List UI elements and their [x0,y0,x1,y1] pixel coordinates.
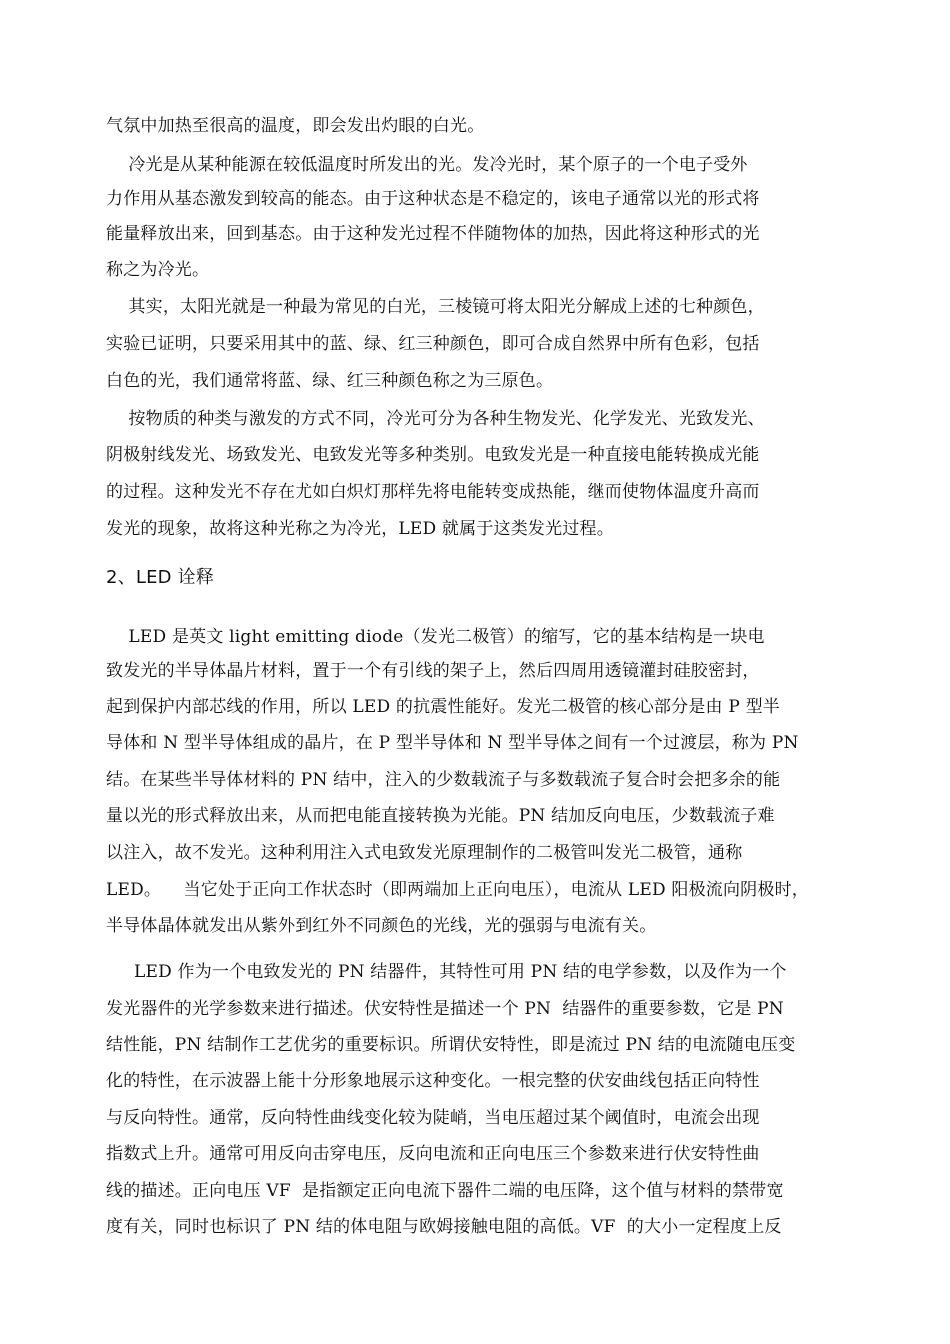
text-line: 量以光的形式释放出来，从而把电能直接转换为光能。PN 结加反向电压，少数载流子难 [106,806,775,826]
text-line: 线的描述。正向电压 VF 是指额定正向电流下器件二端的电压降，这个值与材料的禁带宽 [106,1181,784,1201]
text-line: LED 是英文 light emitting diode（发光二极管）的缩写，它的基本结构是一块电 [106,627,765,647]
text-line: 与反向特性。通常，反向特性曲线变化较为陡峭，当电压超过某个阈值时，电流会出现 [106,1108,760,1128]
text-line: 指数式上升。通常可用反向击穿电压，反向电流和正向电压三个参数来进行伏安特性曲 [106,1144,760,1164]
text-line: 气氛中加热至很高的温度，即会发出灼眼的白光。 [106,116,485,136]
text-line: 力作用从基态激发到较高的能态。由于这种状态是不稳定的，该电子通常以光的形式将 [106,189,760,209]
text-line: 白色的光，我们通常将蓝、绿、红三种颜色称之为三原色。 [106,371,554,391]
text-line: 其实，太阳光就是一种最为常见的白光，三棱镜可将太阳光分解成上述的七种颜色， [106,297,765,317]
text-line: 致发光的半导体晶片材料，置于一个有引线的架子上，然后四周用透镜灌封硅胶密封， [106,661,760,681]
text-line: 发光的现象，故将这种光称之为冷光，LED 就属于这类发光过程。 [106,519,614,539]
text-line: 半导体晶体就发出从紫外到红外不同颜色的光线，光的强弱与电流有关。 [106,916,657,936]
text-line: 阴极射线发光、场致发光、电致发光等多种类别。电致发光是一种直接电能转换成光能 [106,445,760,465]
text-line: 冷光是从某种能源在较低温度时所发出的光。发冷光时，某个原子的一个电子受外 [106,155,748,175]
text-line: LED 作为一个电致发光的 PN 结器件，其特性可用 PN 结的电学参数，以及作为一个 [106,962,787,982]
text-line: 能量释放出来，回到基态。由于这种发光过程不伴随物体的加热，因此将这种形式的光 [106,224,760,244]
text-line: 以注入，故不发光。这种利用注入式电致发光原理制作的二极管叫发光二极管，通称 [106,843,743,863]
text-line: 起到保护内部芯线的作用，所以 LED 的抗震性能好。发光二极管的核心部分是由 P 型半 [106,697,780,717]
text-line: 结。在某些半导体材料的 PN 结中，注入的少数载流子与多数载流子复合时会把多余的能 [106,770,781,790]
text-line: 发光器件的光学参数来进行描述。伏安特性是描述一个 PN 结器件的重要参数，它是 PN [106,999,784,1019]
text-line: LED。 当它处于正向工作状态时（即两端加上正向电压），电流从 LED 阳极流向阴极时， [106,880,809,900]
text-line: 称之为冷光。 [106,260,210,280]
text-line: 的过程。这种发光不存在尤如白炽灯那样先将电能转变成热能，继而使物体温度升高而 [106,482,760,502]
section-heading: 2、LED 诠释 [106,567,215,588]
text-line: 度有关，同时也标识了 PN 结的体电阻与欧姆接触电阻的高低。VF 的大小一定程度上反 [106,1217,782,1237]
text-line: 按物质的种类与激发的方式不同，冷光可分为各种生物发光、化学发光、光致发光、 [106,409,765,429]
text-line: 实验已证明，只要采用其中的蓝、绿、红三种颜色，即可合成自然界中所有色彩，包括 [106,334,760,354]
text-line: 导体和 N 型半导体组成的晶片，在 P 型半导体和 N 型半导体之间有一个过渡层，称为 PN [106,733,799,753]
text-line: 结性能，PN 结制作工艺优劣的重要标识。所谓伏安特性，即是流过 PN 结的电流随电压变 [106,1035,796,1055]
text-line: 化的特性，在示波器上能十分形象地展示这种变化。一根完整的伏安曲线包括正向特性 [106,1071,760,1091]
